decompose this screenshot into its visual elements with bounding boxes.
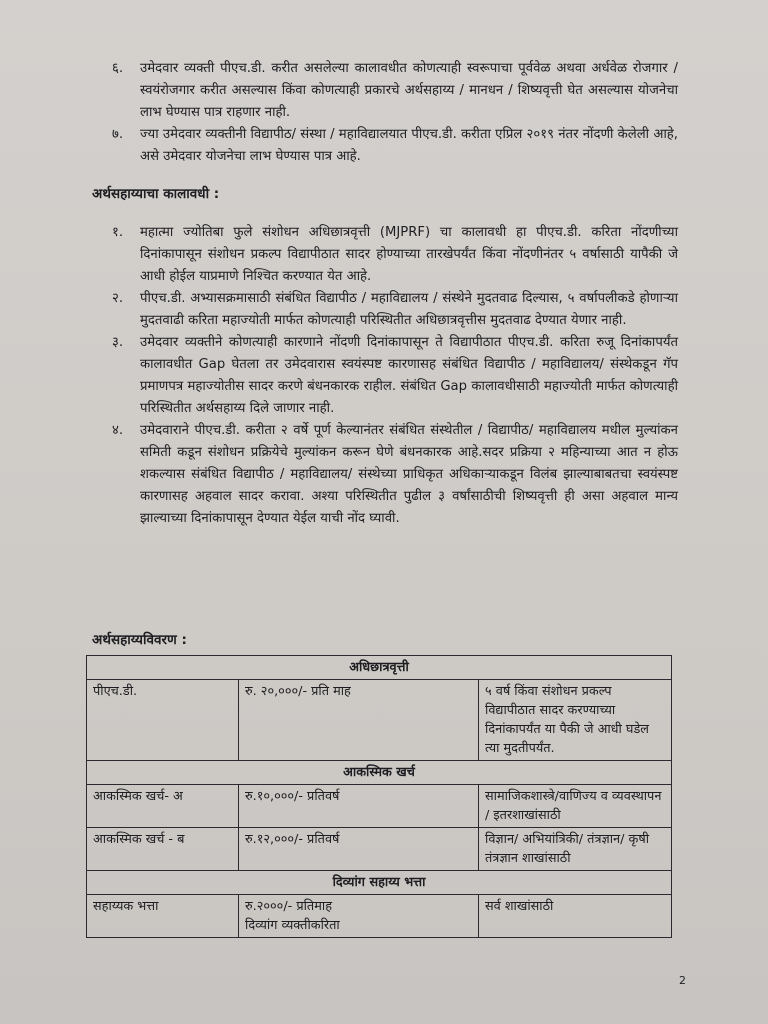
section-title: अधिछात्रवृत्ती [87, 656, 672, 680]
item-number: ४. [112, 423, 124, 438]
table-cell: सर्व शाखांसाठी [479, 895, 672, 938]
cell-line: दिव्यांग व्यक्तीकरिता [245, 918, 340, 933]
financial-assistance-heading: अर्थसहाय्यविवरण : [92, 632, 187, 648]
item-number: ६. [112, 61, 124, 76]
eligibility-list [0, 58, 768, 168]
list-item [0, 288, 768, 332]
cell-line: रु.२०००/- प्रतिमाह [245, 899, 332, 914]
list-item [0, 124, 768, 168]
item-text: महात्मा ज्योतिबा फुले संशोधन अधिछात्रवृत्ती (MJPRF) चा कालावधी हा पीएच.डी. करिता नोंदणीच्या दिनांकापासून संशोधन प्रकल्प विद्यापीठात सादर होण्याच्या तारखेपर्यंत किंवा नोंदणीनंतर ५ वर्षासाठी यापैकी जे आधी होईल याप्रमाणे निश्चित करण्यात येत आहे. [140, 225, 678, 284]
section-title: आकस्मिक खर्च [87, 761, 672, 785]
item-number: १. [112, 225, 124, 240]
table-row [87, 828, 672, 871]
table-row [87, 680, 672, 761]
list-item [0, 420, 768, 530]
table-cell: आकस्मिक खर्च - ब [87, 828, 239, 871]
item-text: उमेदवाराने पीएच.डी. करीता २ वर्षे पूर्ण केल्यानंतर संबंधित संस्थेतील / विद्यापीठ/ महाविद्यालय मधील मुल्यांकन समिती कडून संशोधन प्रक्रियेचे मुल्यांकन करून घेणे बंधनकारक आहे.सदर प्रक्रिया २ महिन्याच्या आत न होऊ शकल्यास संबंधित विद्यापीठ / महाविद्यालय/ संस्थेच्या प्राधिकृत अधिकाऱ्याकडून विलंब झाल्याबाबतचा स्वयंस्पष्ट कारणासह अहवाल सादर करावा. अश्या परिस्थितीत पुढील ३ वर्षांसाठीची शिष्यवृत्ती ही असा अहवाल मान्य झाल्याच्या दिनांकापासून देण्यात येईल याची नोंद घ्यावी. [140, 423, 678, 526]
duration-heading: अर्थसहाय्याचा कालावधी : [92, 186, 220, 202]
table-cell: पीएच.डी. [87, 680, 239, 761]
table-cell: सहाय्यक भत्ता [87, 895, 239, 938]
table-cell [239, 895, 479, 938]
item-text: उमेदवार व्यक्तीने कोणत्याही कारणाने नोंदणी दिनांकापासून ते विद्यापीठात पीएच.डी. करिता रुजू दिनांकापर्यंत कालावधीत Gap घेतला तर उमेदवारास स्वयंस्पष्ट कारणासह संबंधित विद्यापीठ / महाविद्यालय/ संस्थेकडून गॅप प्रमाणपत्र महाज्योतीस सादर करणे बंधनकारक राहील. संबंधित Gap कालावधीसाठी महाज्योती मार्फत कोणत्याही परिस्थितीत अर्थसहाय्य दिले जाणार नाही. [140, 335, 678, 416]
page-number: 2 [679, 974, 686, 987]
item-number: २. [112, 291, 124, 306]
duration-list [0, 222, 768, 530]
item-text: ज्या उमेदवार व्यक्तीनी विद्यापीठ/ संस्था / महाविद्यालयात पीएच.डी. करीता एप्रिल २०१९ नंतर नोंदणी केलेली आहे, असे उमेदवार योजनेचा लाभ घेण्यास पात्र आहे. [140, 127, 678, 164]
table-cell: रु.१०,०००/- प्रतिवर्ष [239, 785, 479, 828]
financial-assistance-table [86, 655, 672, 938]
table-row [87, 895, 672, 938]
list-item [0, 222, 768, 288]
section-title: दिव्यांग सहाय्य भत्ता [87, 871, 672, 895]
table-cell: रु. २०,०००/- प्रति माह [239, 680, 479, 761]
list-item [0, 58, 768, 124]
list-item [0, 332, 768, 420]
table-cell: रु.१२,०००/- प्रतिवर्ष [239, 828, 479, 871]
table-section-row [87, 761, 672, 785]
item-number: ७. [112, 127, 124, 142]
table-section-row [87, 656, 672, 680]
table-cell: विज्ञान/ अभियांत्रिकी/ तंत्रज्ञान/ कृषी तंत्रज्ञान शाखांसाठी [479, 828, 672, 871]
table-cell: आकस्मिक खर्च- अ [87, 785, 239, 828]
table-section-row [87, 871, 672, 895]
table-row [87, 785, 672, 828]
table-cell: ५ वर्ष किंवा संशोधन प्रकल्प विद्यापीठात सादर करण्याच्या दिनांकापर्यंत या पैकी जे आधी घडेल त्या मुदतीपर्यंत. [479, 680, 672, 761]
item-number: ३. [112, 335, 124, 350]
item-text: उमेदवार व्यक्ती पीएच.डी. करीत असलेल्या कालावधीत कोणत्याही स्वरूपाचा पूर्ववेळ अथवा अर्धवेळ रोजगार / स्वयंरोजगार करीत असल्यास किंवा कोणत्याही प्रकारचे अर्थसहाय्य / मानधन / शिष्यवृत्ती घेत असल्यास योजनेचा लाभ घेण्यास पात्र राहणार नाही. [140, 61, 678, 120]
item-text: पीएच.डी. अभ्यासक्रमासाठी संबंधित विद्यापीठ / महाविद्यालय / संस्थेने मुदतवाढ दिल्यास, ५ वर्षापलीकडे होणाऱ्या मुदतवाढी करिता महाज्योती मार्फत कोणत्याही परिस्थितीत अधिछात्रवृत्तीस मुदतवाढ देण्यात येणार नाही. [140, 291, 678, 328]
table-cell: सामाजिकशास्त्रे/वाणिज्य व व्यवस्थापन / इतरशाखांसाठी [479, 785, 672, 828]
